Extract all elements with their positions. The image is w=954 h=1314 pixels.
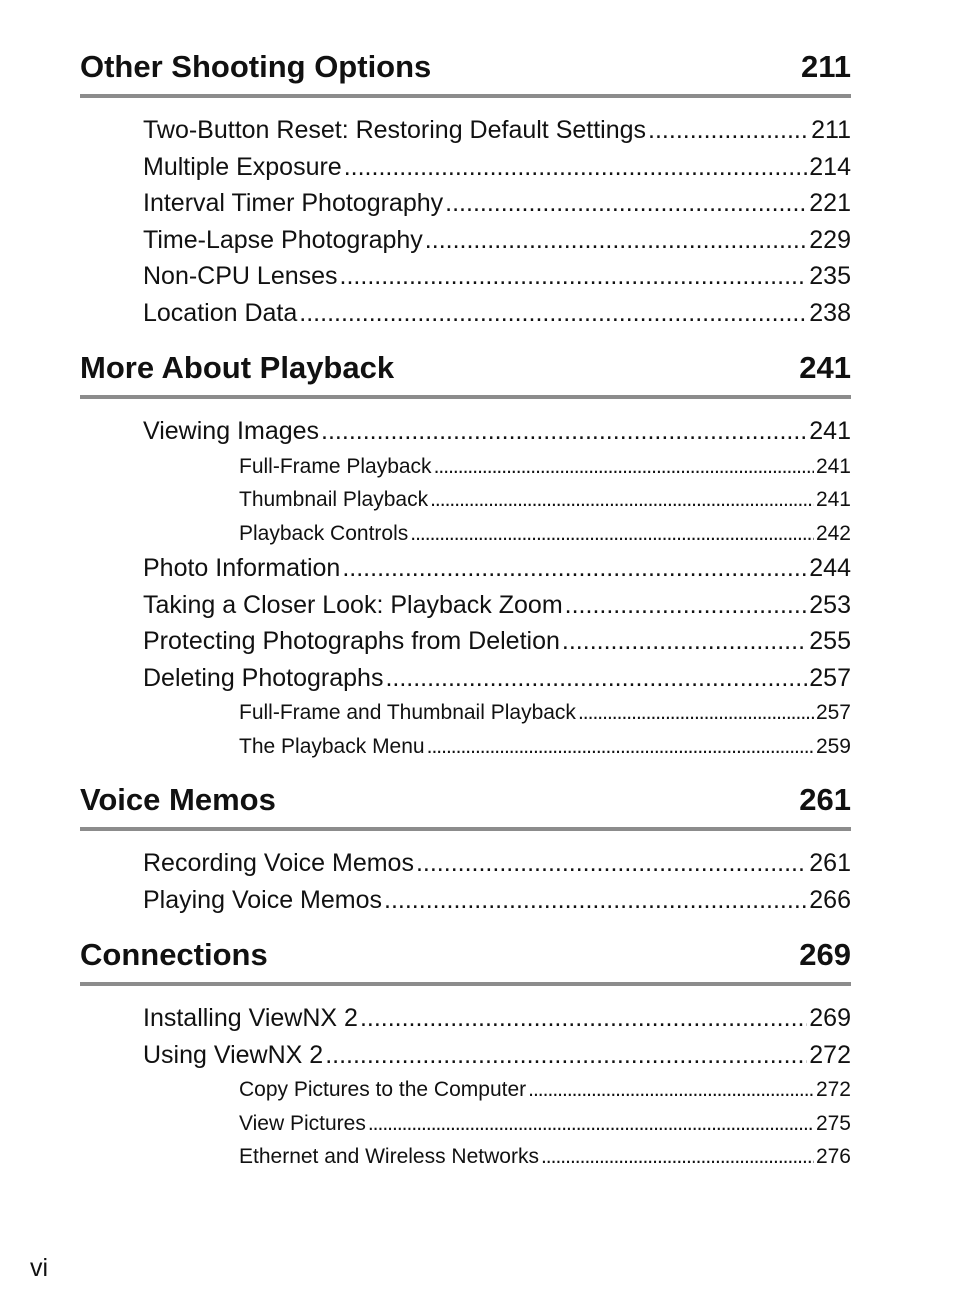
- entry-page-number: 269: [809, 1004, 851, 1032]
- toc-entry[interactable]: [80, 413, 851, 450]
- entry-label: Taking a Closer Look: Playback Zoom: [143, 590, 563, 619]
- dot-leader: [368, 1107, 814, 1141]
- dot-leader: [321, 413, 807, 450]
- entry-page-number: 255: [809, 627, 851, 655]
- dot-leader: [434, 450, 814, 484]
- dot-leader: [430, 483, 814, 517]
- toc-subentry[interactable]: [80, 517, 851, 551]
- toc-subentry[interactable]: [80, 450, 851, 484]
- dot-leader: [565, 587, 808, 624]
- section-title: Voice Memos: [80, 782, 276, 817]
- entry-page-number: 253: [809, 590, 851, 619]
- section-page-number: 269: [799, 937, 851, 972]
- toc-entry[interactable]: [80, 1000, 851, 1037]
- entry-label: View Pictures: [239, 1111, 366, 1135]
- entry-page-number: 261: [809, 849, 851, 877]
- toc-subentry[interactable]: [80, 483, 851, 517]
- section-title: Other Shooting Options: [80, 49, 432, 84]
- dot-leader: [648, 112, 809, 149]
- entry-page-number: 259: [815, 734, 851, 758]
- entry-page-number: 229: [809, 225, 851, 254]
- toc-entry[interactable]: [80, 185, 851, 222]
- section-title: Connections: [80, 937, 268, 972]
- entry-page-number: 235: [809, 262, 851, 290]
- entry-label: Copy Pictures to the Computer: [239, 1078, 527, 1101]
- entry-label: Location Data: [143, 298, 298, 327]
- toc-subentry[interactable]: [80, 696, 851, 730]
- dot-leader: [384, 882, 807, 919]
- toc-subentry[interactable]: [80, 1107, 851, 1141]
- entry-label: Recording Voice Memos: [143, 849, 414, 877]
- entry-page-number: 214: [809, 152, 851, 181]
- entry-page-number: 257: [815, 701, 851, 724]
- entry-page-number: 244: [809, 554, 851, 582]
- section-heading[interactable]: [80, 40, 851, 98]
- entry-label: Viewing Images: [143, 417, 320, 445]
- section-page-number: 261: [799, 782, 851, 817]
- entry-page-number: 241: [809, 417, 851, 445]
- entry-label: Two-Button Reset: Restoring Default Settings: [143, 116, 647, 144]
- toc-subentry[interactable]: [80, 1140, 851, 1174]
- toc-entry[interactable]: [80, 112, 851, 149]
- toc-entry[interactable]: [80, 222, 851, 259]
- dot-leader: [344, 149, 808, 186]
- page-number: vi: [30, 1254, 49, 1282]
- table-of-contents: [80, 40, 851, 1184]
- entry-label: Time-Lapse Photography: [143, 225, 423, 254]
- section-page-number: 211: [800, 49, 851, 84]
- toc-section: [80, 341, 851, 763]
- entry-page-number: 242: [815, 521, 851, 545]
- toc-entry[interactable]: [80, 1037, 851, 1074]
- entry-page-number: 276: [815, 1145, 851, 1168]
- toc-entry[interactable]: [80, 550, 851, 587]
- dot-leader: [340, 258, 808, 295]
- section-page-number: 241: [799, 350, 851, 385]
- entry-page-number: 241: [815, 488, 851, 511]
- entry-page-number: 221: [809, 189, 851, 217]
- toc-section: [80, 40, 851, 331]
- entry-label: Interval Timer Photography: [143, 189, 444, 217]
- entry-page-number: 238: [809, 298, 851, 327]
- entry-label: Full-Frame Playback: [239, 454, 432, 478]
- dot-leader: [562, 623, 807, 660]
- entry-label: Photo Information: [143, 554, 341, 582]
- toc-section: [80, 773, 851, 918]
- entry-page-number: 272: [815, 1078, 851, 1101]
- entry-page-number: 257: [809, 663, 851, 692]
- dot-leader: [342, 550, 807, 587]
- section-heading[interactable]: [80, 773, 851, 831]
- entry-label: Installing ViewNX 2: [143, 1004, 358, 1032]
- dot-leader: [528, 1073, 814, 1107]
- dot-leader: [360, 1000, 807, 1037]
- entry-page-number: 275: [815, 1111, 851, 1135]
- dot-leader: [385, 660, 807, 697]
- entry-label: Deleting Photographs: [143, 663, 384, 692]
- dot-leader: [410, 517, 814, 551]
- dot-leader: [416, 845, 807, 882]
- entry-label: Playback Controls: [239, 521, 409, 545]
- toc-entry[interactable]: [80, 845, 851, 882]
- entry-label: Non-CPU Lenses: [143, 262, 338, 290]
- toc-entry[interactable]: [80, 882, 851, 919]
- entry-page-number: 266: [809, 885, 851, 914]
- dot-leader: [325, 1037, 807, 1074]
- entry-label: Using ViewNX 2: [143, 1040, 324, 1069]
- entry-label: Multiple Exposure: [143, 152, 342, 181]
- entry-label: Full-Frame and Thumbnail Playback: [239, 701, 576, 724]
- entry-label: Playing Voice Memos: [143, 885, 383, 914]
- toc-entry[interactable]: [80, 623, 851, 660]
- dot-leader: [427, 730, 814, 764]
- toc-entry[interactable]: [80, 149, 851, 186]
- section-heading[interactable]: [80, 928, 851, 986]
- dot-leader: [578, 696, 814, 730]
- section-title: More About Playback: [80, 350, 395, 385]
- entry-label: Thumbnail Playback: [239, 488, 429, 511]
- entry-page-number: 211: [811, 116, 851, 144]
- toc-entry[interactable]: [80, 587, 851, 624]
- dot-leader: [299, 295, 807, 332]
- toc-subentry[interactable]: [80, 730, 851, 764]
- entry-page-number: 241: [815, 454, 851, 478]
- toc-entry[interactable]: [80, 258, 851, 295]
- dot-leader: [425, 222, 807, 259]
- dot-leader: [541, 1140, 814, 1174]
- dot-leader: [445, 185, 807, 222]
- entry-label: The Playback Menu: [239, 734, 425, 758]
- section-heading[interactable]: [80, 341, 851, 399]
- toc-subentry[interactable]: [80, 1073, 851, 1107]
- toc-entry[interactable]: [80, 295, 851, 332]
- toc-section: [80, 928, 851, 1174]
- toc-entry[interactable]: [80, 660, 851, 697]
- entry-page-number: 272: [809, 1040, 851, 1069]
- entry-label: Ethernet and Wireless Networks: [239, 1145, 539, 1168]
- entry-label: Protecting Photographs from Deletion: [143, 627, 560, 655]
